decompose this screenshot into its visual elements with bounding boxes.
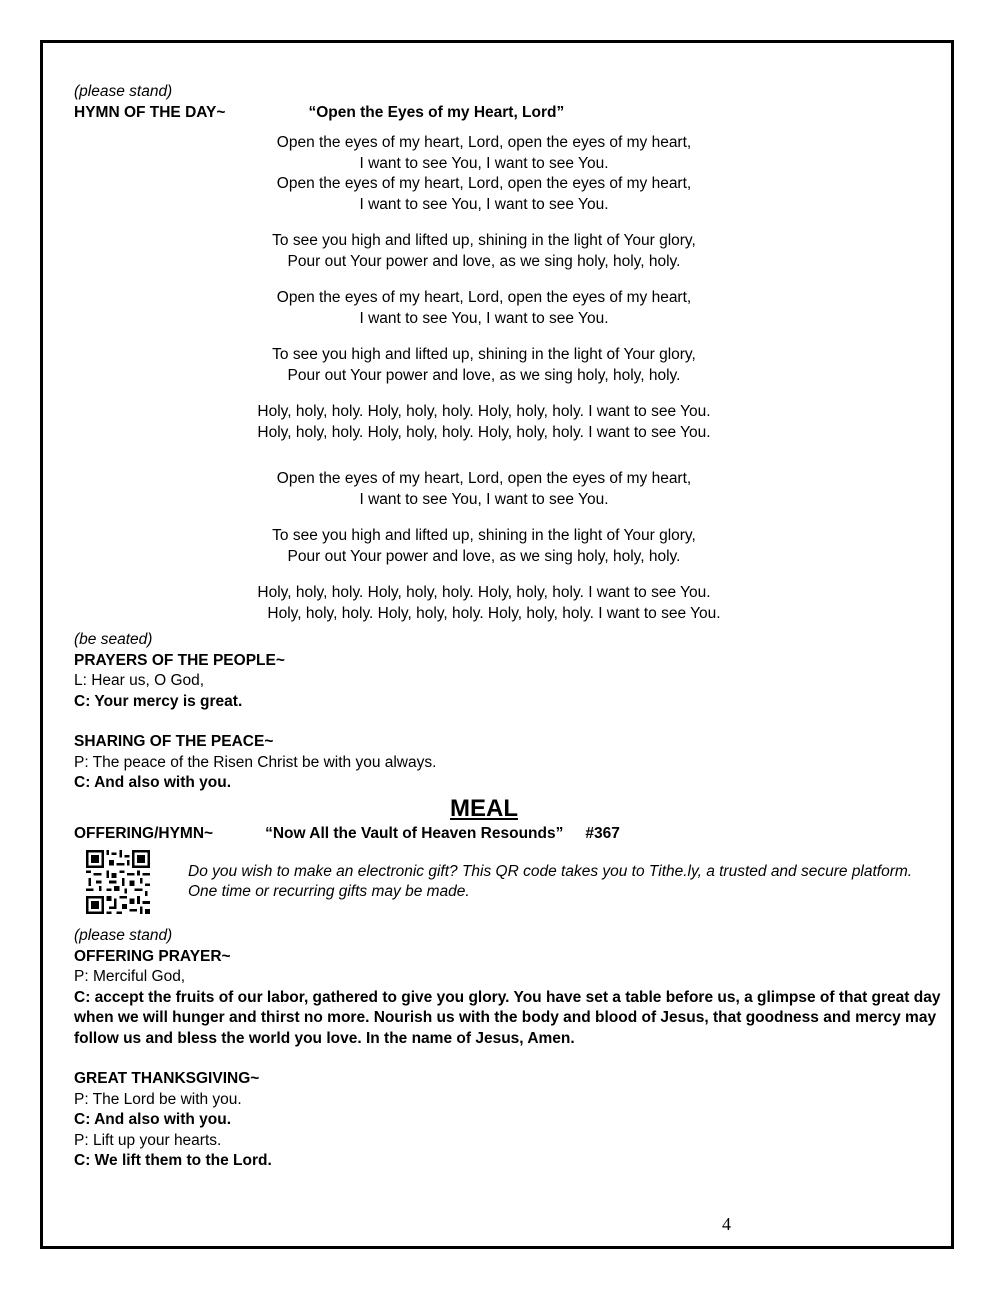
thanksgiving-pastor-line: P: Lift up your hearts. bbox=[74, 1131, 222, 1149]
verse-line: Holy, holy, holy. Holy, holy, holy. Holy, holy, holy. I want to see You. bbox=[257, 584, 711, 601]
peace-pastor-line: P: The peace of the Risen Christ be with you always. bbox=[74, 753, 437, 771]
verse-line: I want to see You, I want to see You. bbox=[359, 309, 609, 327]
offering-prayer-response: C: accept the fruits of our labor, gathered to give you glory. You have set a table before us, a glimpse of that great day when we will hunger and thirst no more. Nourish us with the body and blood of Jesus, that goodness and mercy may follow us and bless the world you love. In the name of Jesus, Amen. bbox=[74, 988, 941, 1047]
hymn-of-day-heading bbox=[74, 103, 954, 124]
verse-line: I want to see You, I want to see You. bbox=[359, 154, 609, 172]
verse-line: To see you high and lifted up, shining in the light of Your glory, bbox=[272, 232, 696, 249]
qr-gift-block bbox=[86, 850, 954, 914]
verse-7 bbox=[74, 526, 894, 567]
verse-line: Holy, holy, holy. Holy, holy, holy. Holy, holy, holy. I want to see You. bbox=[257, 403, 711, 420]
verse-5 bbox=[74, 402, 894, 443]
stand-note-2: (please stand) bbox=[74, 927, 173, 944]
offering-hymn-label: OFFERING/HYMN~ bbox=[74, 824, 214, 842]
verse-line: Open the eyes of my heart, Lord, open the eyes of my heart, bbox=[276, 289, 692, 306]
verse-4 bbox=[74, 345, 894, 386]
verse-line: Open the eyes of my heart, Lord, open the eyes of my heart, bbox=[276, 134, 692, 151]
prayers-heading: PRAYERS OF THE PEOPLE~ bbox=[74, 651, 285, 669]
hymn-of-day-label: HYMN OF THE DAY~ bbox=[74, 103, 226, 121]
prayers-response: C: Your mercy is great. bbox=[74, 692, 243, 710]
thanksgiving-heading: GREAT THANKSGIVING~ bbox=[74, 1070, 260, 1087]
verse-line: I want to see You, I want to see You. bbox=[359, 195, 609, 213]
verse-line: Pour out Your power and love, as we sing holy, holy, holy. bbox=[287, 252, 681, 270]
offering-hymn-title: “Now All the Vault of Heaven Resounds” bbox=[265, 824, 564, 842]
page-number: 4 bbox=[722, 1214, 731, 1234]
offering-hymn-heading bbox=[74, 824, 954, 845]
verse-line: Holy, holy, holy. Holy, holy, holy. Holy, holy, holy. I want to see You. bbox=[257, 423, 711, 441]
verse-line: Open the eyes of my heart, Lord, open the eyes of my heart, bbox=[276, 470, 692, 487]
seated-note: (be seated) bbox=[74, 631, 153, 648]
verse-2 bbox=[74, 231, 894, 272]
thanksgiving-response: C: And also with you. bbox=[74, 1111, 232, 1128]
peace-heading: SHARING OF THE PEACE~ bbox=[74, 733, 274, 750]
verse-line: Pour out Your power and love, as we sing holy, holy, holy. bbox=[287, 366, 681, 384]
thanksgiving-response: C: We lift them to the Lord. bbox=[74, 1152, 272, 1169]
stand-note: (please stand) bbox=[74, 83, 173, 100]
verse-8 bbox=[74, 583, 894, 624]
bulletin-content bbox=[74, 82, 954, 1172]
verse-line: Pour out Your power and love, as we sing holy, holy, holy. bbox=[287, 547, 681, 565]
meal-heading: MEAL bbox=[450, 794, 518, 822]
offering-prayer-heading: OFFERING PRAYER~ bbox=[74, 947, 231, 965]
verse-line: To see you high and lifted up, shining in the light of Your glory, bbox=[272, 346, 696, 363]
offering-hymn-number: #367 bbox=[585, 824, 620, 842]
verse-1 bbox=[74, 133, 894, 215]
verse-line: Open the eyes of my heart, Lord, open the eyes of my heart, bbox=[276, 175, 692, 192]
qr-code-icon[interactable] bbox=[86, 850, 150, 914]
verse-3 bbox=[74, 288, 894, 329]
prayers-leader-line: L: Hear us, O God, bbox=[74, 672, 205, 689]
thanksgiving-pastor-line: P: The Lord be with you. bbox=[74, 1090, 242, 1108]
verse-line: Holy, holy, holy. Holy, holy, holy. Holy, holy, holy. I want to see You. bbox=[267, 604, 721, 622]
offering-prayer-pastor-line: P: Merciful God, bbox=[74, 968, 186, 985]
verse-line: To see you high and lifted up, shining in the light of Your glory, bbox=[272, 527, 696, 544]
qr-gift-text: Do you wish to make an electronic gift? This QR code takes you to Tithe.ly, a trusted and secure platform. One time or recurring gifts may be made. bbox=[188, 862, 913, 900]
verse-line: I want to see You, I want to see You. bbox=[359, 490, 609, 508]
verse-6 bbox=[74, 469, 894, 510]
hymn-of-day-title: “Open the Eyes of my Heart, Lord” bbox=[308, 103, 565, 121]
peace-response: C: And also with you. bbox=[74, 774, 232, 791]
